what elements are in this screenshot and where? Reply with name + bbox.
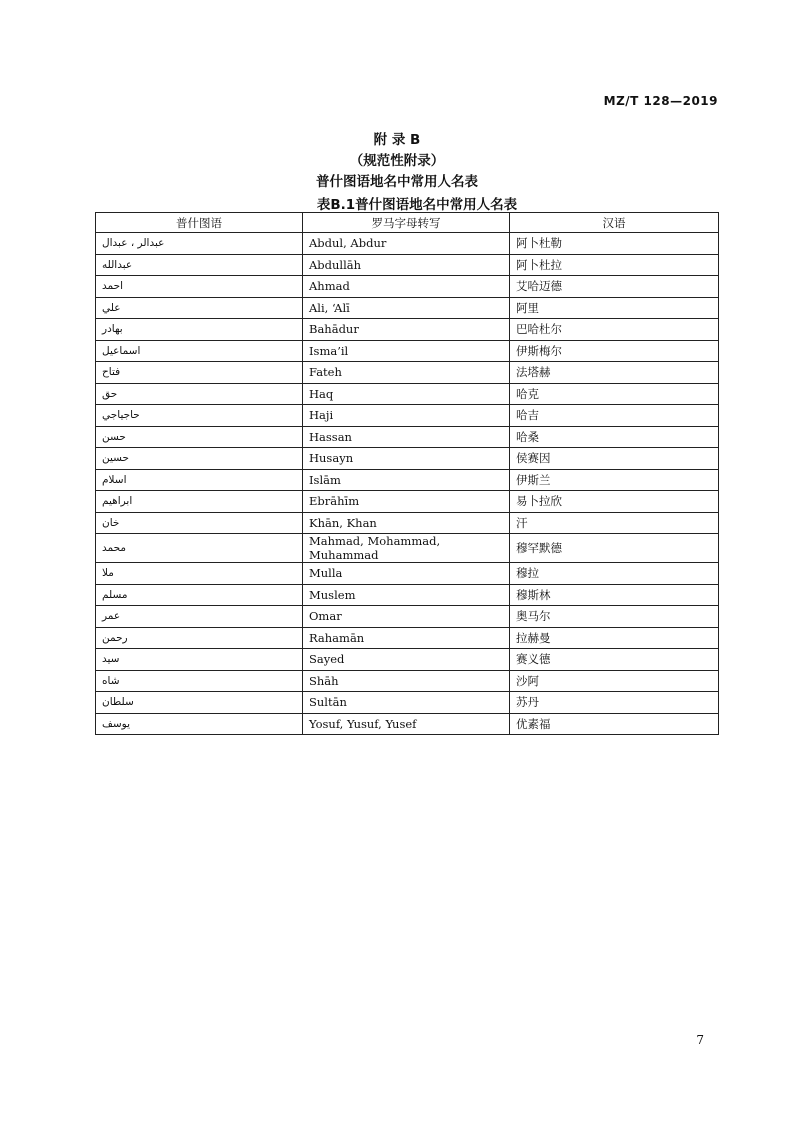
- cell-chinese: 哈吉: [510, 405, 719, 427]
- table-row: [96, 584, 719, 606]
- cell-romanization: Haji: [303, 405, 510, 427]
- table-row: [96, 670, 719, 692]
- cell-chinese: 阿卜杜拉: [510, 254, 719, 276]
- cell-romanization: Sayed: [303, 649, 510, 671]
- cell-chinese: 拉赫曼: [510, 627, 719, 649]
- pashto-name: عبدالله: [102, 258, 133, 271]
- cell-romanization: Isma’il: [303, 340, 510, 362]
- table-row: [96, 469, 719, 491]
- pashto-name: مسلم: [102, 588, 128, 601]
- cell-pashto: [96, 584, 303, 606]
- cell-chinese: 哈克: [510, 383, 719, 405]
- table-row: [96, 340, 719, 362]
- cell-romanization: Sultān: [303, 692, 510, 714]
- table-row: [96, 362, 719, 384]
- cell-romanization: Islām: [303, 469, 510, 491]
- appendix-headings: [0, 130, 794, 193]
- cell-chinese: 侯赛因: [510, 448, 719, 470]
- appendix-subtitle: （规范性附录）: [349, 153, 445, 169]
- cell-pashto: [96, 606, 303, 628]
- cell-pashto: [96, 448, 303, 470]
- cell-romanization: Khān, Khan: [303, 512, 510, 534]
- pashto-name: ملا: [102, 567, 114, 580]
- cell-romanization: Mulla: [303, 563, 510, 585]
- table-row: [96, 319, 719, 341]
- cell-chinese: 奥马尔: [510, 606, 719, 628]
- cell-pashto: [96, 383, 303, 405]
- table-row: [96, 563, 719, 585]
- cell-pashto: [96, 692, 303, 714]
- cell-chinese: 哈桑: [510, 426, 719, 448]
- table-row: [96, 383, 719, 405]
- cell-pashto: [96, 276, 303, 298]
- cell-chinese: 伊斯兰: [510, 469, 719, 491]
- table-caption: 表B.1普什图语地名中常用人名表: [316, 197, 518, 213]
- cell-chinese: 穆罕默德: [510, 534, 719, 563]
- cell-chinese: 易卜拉欣: [510, 491, 719, 513]
- pashto-name: فتاح: [102, 366, 121, 379]
- pashto-name: شاه: [102, 674, 120, 687]
- cell-chinese: 穆拉: [510, 563, 719, 585]
- table-row: [96, 606, 719, 628]
- cell-chinese: 穆斯林: [510, 584, 719, 606]
- table-row: [96, 426, 719, 448]
- cell-chinese: 优素福: [510, 713, 719, 735]
- standard-code: MZ/T 128—2019: [603, 94, 718, 108]
- table-row: [96, 627, 719, 649]
- cell-pashto: [96, 405, 303, 427]
- cell-pashto: [96, 426, 303, 448]
- cell-pashto: [96, 491, 303, 513]
- cell-pashto: [96, 297, 303, 319]
- cell-romanization: Haq: [303, 383, 510, 405]
- cell-pashto: [96, 563, 303, 585]
- table-row: [96, 297, 719, 319]
- pashto-name: رحمن: [102, 631, 128, 644]
- cell-chinese: 巴哈杜尔: [510, 319, 719, 341]
- appendix-heading: 普什图语地名中常用人名表: [316, 174, 478, 190]
- cell-romanization: Yosuf, Yusuf, Yusef: [303, 713, 510, 735]
- pashto-name: علي: [102, 301, 121, 314]
- pashto-name: اسماعيل: [102, 344, 141, 357]
- pashto-name: اسلام: [102, 473, 127, 486]
- table-body: [96, 233, 719, 735]
- cell-romanization: Hassan: [303, 426, 510, 448]
- cell-romanization: Rahamān: [303, 627, 510, 649]
- cell-romanization: Ali, ‘Alī: [303, 297, 510, 319]
- pashto-name: ابراهيم: [102, 495, 133, 508]
- pashto-name: حق: [102, 387, 118, 400]
- cell-romanization: Ahmad: [303, 276, 510, 298]
- table-row: [96, 405, 719, 427]
- pashto-name: عبدالر ، عبدال: [102, 237, 165, 250]
- cell-chinese: 赛义德: [510, 649, 719, 671]
- cell-chinese: 法塔赫: [510, 362, 719, 384]
- table-row: [96, 448, 719, 470]
- table-row: [96, 692, 719, 714]
- cell-chinese: 阿里: [510, 297, 719, 319]
- cell-romanization: Omar: [303, 606, 510, 628]
- cell-romanization: Mahmad, Mohammad, Muhammad: [303, 534, 510, 563]
- table-row: [96, 649, 719, 671]
- pashto-name: حسين: [102, 452, 130, 465]
- page-number: 7: [696, 1033, 704, 1047]
- cell-romanization: Husayn: [303, 448, 510, 470]
- names-table: [95, 212, 719, 735]
- cell-pashto: [96, 469, 303, 491]
- cell-chinese: 沙阿: [510, 670, 719, 692]
- table-row: [96, 233, 719, 255]
- cell-chinese: 阿卜杜勒: [510, 233, 719, 255]
- pashto-name: سلطان: [102, 696, 134, 709]
- cell-pashto: [96, 713, 303, 735]
- pashto-name: سيد: [102, 653, 120, 666]
- table-row: [96, 534, 719, 563]
- cell-pashto: [96, 254, 303, 276]
- pashto-name: احمد: [102, 280, 123, 293]
- pashto-name: عمر: [102, 610, 121, 623]
- cell-romanization: Ebrāhīm: [303, 491, 510, 513]
- cell-chinese: 艾哈迈德: [510, 276, 719, 298]
- column-header-romanization: 罗马字母转写: [303, 213, 510, 233]
- pashto-name: حسن: [102, 430, 126, 443]
- cell-pashto: [96, 362, 303, 384]
- table-row: [96, 512, 719, 534]
- pashto-name: يوسف: [102, 717, 131, 730]
- cell-pashto: [96, 670, 303, 692]
- cell-romanization: Abdullāh: [303, 254, 510, 276]
- table-row: [96, 713, 719, 735]
- cell-pashto: [96, 534, 303, 563]
- cell-chinese: 苏丹: [510, 692, 719, 714]
- cell-romanization: Bahādur: [303, 319, 510, 341]
- cell-romanization: Fateh: [303, 362, 510, 384]
- pashto-name: حاجياجي: [102, 409, 140, 422]
- table-row: [96, 276, 719, 298]
- table-header-row: [96, 213, 719, 233]
- cell-pashto: [96, 627, 303, 649]
- cell-chinese: 伊斯梅尔: [510, 340, 719, 362]
- cell-pashto: [96, 340, 303, 362]
- cell-pashto: [96, 233, 303, 255]
- column-header-pashto: 普什图语: [96, 213, 303, 233]
- column-header-chinese: 汉语: [510, 213, 719, 233]
- cell-pashto: [96, 319, 303, 341]
- appendix-title: 附 录 B: [373, 132, 421, 148]
- cell-romanization: Muslem: [303, 584, 510, 606]
- pashto-name: خان: [102, 516, 120, 529]
- pashto-name: بهادر: [102, 323, 123, 336]
- cell-romanization: Shāh: [303, 670, 510, 692]
- table-row: [96, 491, 719, 513]
- table-row: [96, 254, 719, 276]
- cell-romanization: Abdul, Abdur: [303, 233, 510, 255]
- cell-pashto: [96, 649, 303, 671]
- cell-chinese: 汗: [510, 512, 719, 534]
- cell-pashto: [96, 512, 303, 534]
- pashto-name: محمد: [102, 542, 126, 554]
